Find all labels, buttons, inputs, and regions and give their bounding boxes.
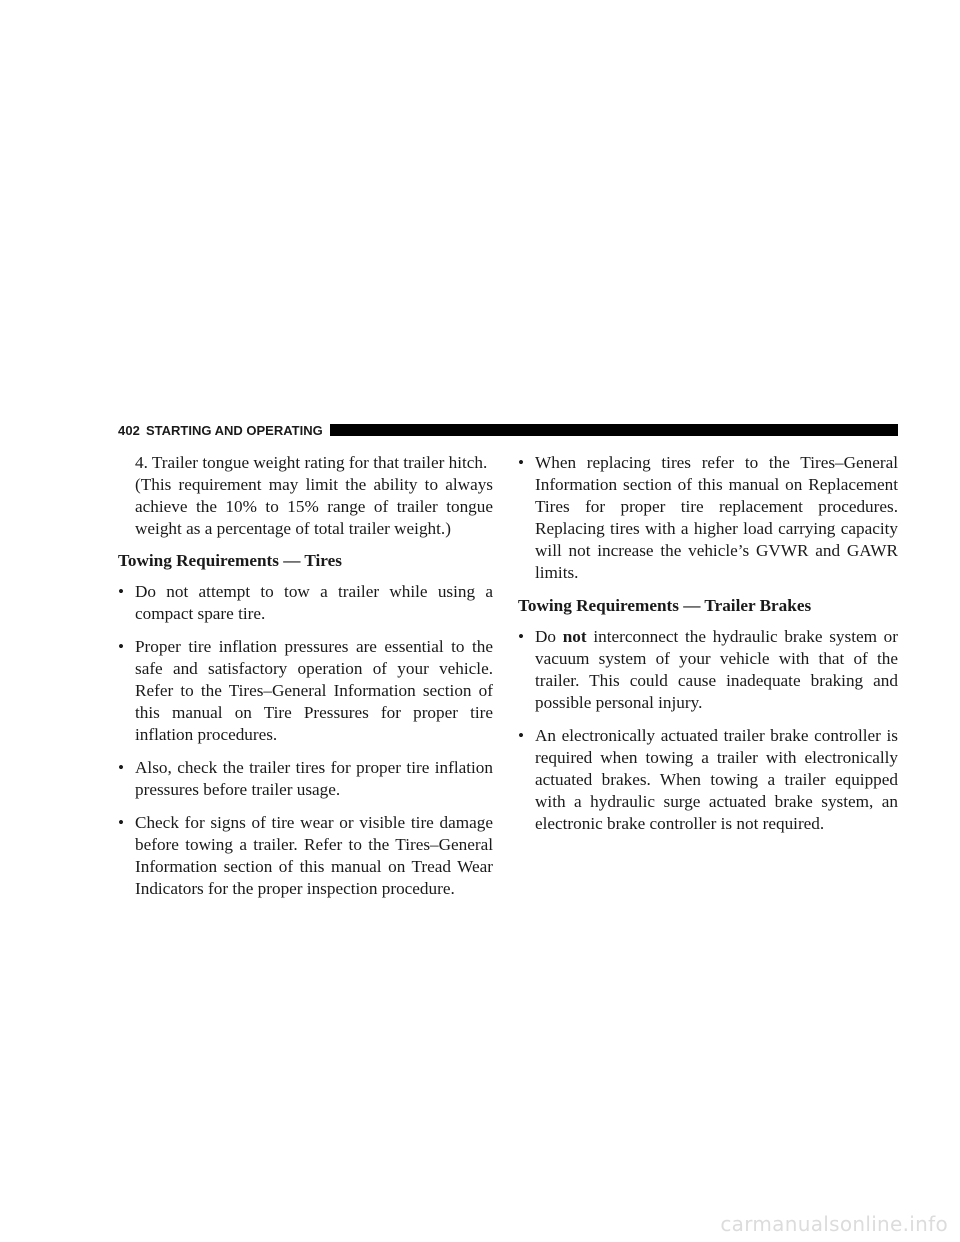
list-item bbox=[518, 725, 898, 835]
list-item bbox=[118, 636, 493, 746]
list-item-text: Also, check the trailer tires for proper tire inflation pressures before trailer usage. bbox=[135, 758, 493, 799]
list-item bbox=[118, 757, 493, 801]
bullet-icon: • bbox=[518, 726, 525, 745]
section-title: STARTING AND OPERATING bbox=[146, 422, 323, 438]
page-header bbox=[118, 422, 898, 438]
header-rule bbox=[330, 424, 898, 436]
brake-rest-text: interconnect the hydraulic brake system or vacuum system of your vehicle with that of the trailer. This could cause inadequate braking and possible personal injury. bbox=[535, 627, 898, 712]
left-column bbox=[118, 452, 493, 911]
list-item-text: An electronically actuated trailer brake controller is required when towing a trailer with electronically actuated brakes. When towing a trailer equipped with a hydraulic surge actuated brake system, an electronic brake controller is not required. bbox=[535, 726, 898, 833]
list-item-text: Check for signs of tire wear or visible tire damage before towing a trailer. Refer to the Tires–General Information section of this manual on Tread Wear Indicators for the proper inspection procedure. bbox=[135, 813, 493, 898]
brake-lead-word: Do bbox=[535, 627, 557, 646]
list-item-text: When replacing tires refer to the Tires–General Information section of this manual on Replacement Tires for proper tire replacement procedures. Replacing tires with a higher load carrying capacity will not increase the vehicle’s GVWR and GAWR limits. bbox=[535, 453, 898, 582]
list-item-text: Proper tire inflation pressures are essential to the safe and satisfactory operation of your vehicle. Refer to the Tires–General Information section of this manual on Tire Pressures for proper tire inflation procedures. bbox=[135, 637, 493, 744]
bullet-icon: • bbox=[118, 813, 125, 832]
bullet-icon: • bbox=[518, 453, 525, 472]
numbered-item bbox=[118, 452, 493, 540]
bullet-icon: • bbox=[518, 627, 525, 646]
bullet-icon: • bbox=[118, 637, 125, 656]
list-item bbox=[518, 626, 898, 714]
list-item bbox=[118, 812, 493, 900]
list-item bbox=[518, 452, 898, 584]
right-column bbox=[518, 452, 898, 846]
emphasis-not: not bbox=[562, 627, 587, 646]
bullet-icon: • bbox=[118, 582, 125, 601]
list-item-text bbox=[535, 626, 898, 714]
list-item-text: Do not attempt to tow a trailer while using a compact spare tire. bbox=[135, 582, 493, 623]
heading-trailer-brakes: Towing Requirements — Trailer Brakes bbox=[518, 596, 812, 615]
heading-tires: Towing Requirements — Tires bbox=[118, 551, 342, 570]
numbered-item-continuation: (This requirement may limit the ability to always achieve the 10% to 15% range of trailer tongue weight as a percentage of total trailer weight.) bbox=[135, 475, 493, 538]
bullet-icon: • bbox=[118, 758, 125, 777]
page-number: 402 bbox=[118, 422, 140, 438]
list-item bbox=[118, 581, 493, 625]
page-footer bbox=[0, 1212, 960, 1242]
watermark-text: carmanualsonline.info bbox=[720, 1212, 948, 1236]
numbered-item-first-line: 4. Trailer tongue weight rating for that trailer hitch. bbox=[135, 453, 488, 472]
